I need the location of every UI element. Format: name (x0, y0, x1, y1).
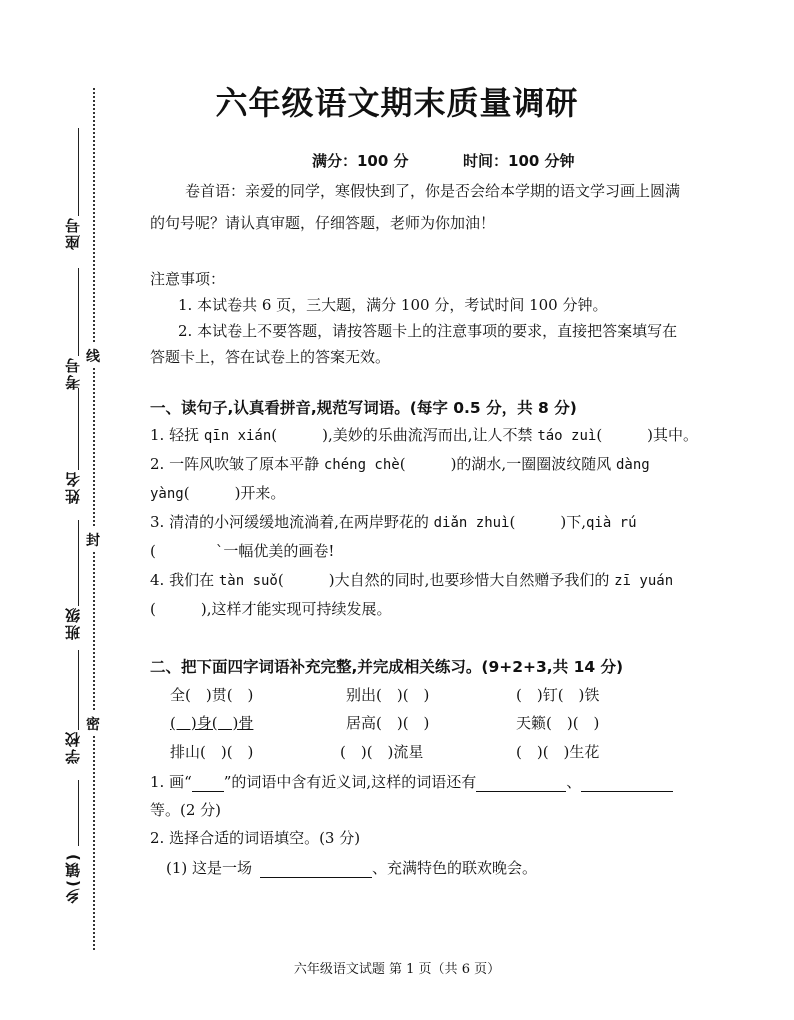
seat-label: 座号 (64, 216, 82, 250)
seat-blank[interactable] (78, 128, 79, 216)
notice-heading: 注意事项： (150, 270, 226, 288)
s1-q2-text-a: 2. 一阵风吹皱了原本平静 (150, 455, 324, 473)
exam-no-label: 考号 (64, 356, 82, 390)
idiom-r2-c3: 天籁( )( ) (516, 714, 600, 732)
seal-seal-char: 封 (86, 528, 100, 552)
s1-question-3-cont: ( `一幅优美的画卷! (150, 542, 335, 560)
s1-question-1 (150, 424, 698, 445)
idiom-r1-c1: 全( )贯( ) (170, 686, 254, 704)
s2-q1-text-b: ”的词语中含有近义词,这样的词语还有 (223, 773, 477, 791)
s1-q2-pinyin-3: yàng (150, 486, 184, 502)
s1-question-3 (150, 511, 637, 532)
seal-line-char: 线 (86, 344, 100, 368)
s1-question-2 (150, 453, 650, 474)
s1-q3-pinyin-2: qià rú (585, 515, 637, 531)
s1-question-4-cont: ( ),这样才能实现可持续发展。 (150, 600, 392, 618)
seal-secret-char: 密 (86, 712, 100, 736)
s1-q3-text-a: 3. 清清的小河缓缓地流淌着,在两岸野花的 (150, 513, 434, 531)
school-label: 学校 (64, 730, 82, 764)
s2-q2-1-text-b: 、充满特色的联欢晚会。 (372, 859, 538, 877)
s1-q2-text-c: ( )开来。 (183, 484, 286, 502)
s1-q4-text-a: 4. 我们在 (150, 571, 219, 589)
s1-q4-text-b: ( )大自然的同时,也要珍惜大自然赠予我们的 (277, 571, 615, 589)
idiom-r2-c2: 居高( )( ) (346, 714, 430, 732)
answer-blank-3[interactable] (260, 863, 372, 878)
intro-line-1: 卷首语：亲爱的同学，寒假快到了，你是否会给本学期的语文学习画上圆满 (185, 182, 681, 200)
idiom-r2-c1-underlined: ( )身( )骨 (170, 714, 254, 732)
exam-no-blank[interactable] (78, 268, 79, 356)
section-1-heading: 一、读句子,认真看拼音,规范写词语。(每字 0.5 分，共 8 分) (150, 399, 577, 417)
full-score: 满分：100 分 (312, 152, 409, 170)
underline-sample (192, 777, 224, 792)
s1-q3-text-b: ( )下, (509, 513, 586, 531)
s1-q1-pinyin-1: qīn xián (203, 428, 272, 444)
idiom-r3-c3: ( )( )生花 (516, 743, 600, 761)
idiom-r3-c1: 排山( )( ) (170, 743, 254, 761)
s1-q2-pinyin-2: dàng (615, 457, 650, 473)
s1-q1-text-c: ( )其中。 (596, 426, 699, 444)
score-time-line (312, 150, 575, 171)
s2-question-2-1 (166, 857, 537, 878)
answer-blank-2[interactable] (581, 777, 673, 792)
class-blank[interactable] (78, 520, 79, 606)
answer-blank-1[interactable] (476, 777, 566, 792)
s2-question-1-end: 等。(2 分) (150, 801, 222, 819)
s1-q2-pinyin-1: chéng chè (323, 457, 400, 473)
page-footer: 六年级语文试题 第 1 页（共 6 页） (293, 962, 501, 977)
s2-q1-sep: 、 (566, 773, 582, 791)
s1-q2-text-b: ( )的湖水,一圈圈波纹随风 (399, 455, 616, 473)
exam-title: 六年级语文期末质量调研 (215, 84, 579, 122)
s2-question-1 (150, 771, 673, 792)
idiom-r1-c2: 别出( )( ) (346, 686, 430, 704)
notice-item-1: 1. 本试卷共 6 页，三大题，满分 100 分，考试时间 100 分钟。 (178, 296, 608, 314)
s1-q1-pinyin-2: táo zuì (537, 428, 597, 444)
exam-time: 时间：100 分钟 (463, 152, 575, 170)
notice-item-2b: 答题卡上，答在试卷上的答案无效。 (150, 348, 391, 366)
binding-dotted-line (93, 88, 95, 950)
s1-q1-text-b: ( ),美妙的乐曲流泻而出,让人不禁 (271, 426, 538, 444)
notice-item-2a: 2. 本试卷上不要答题，请按答题卡上的注意事项的要求，直接把答案填写在 (178, 322, 678, 340)
s1-question-4 (150, 569, 673, 590)
intro-line-2: 的句号呢？请认真审题，仔细答题，老师为你加油！ (150, 214, 496, 232)
idiom-r3-c2: ( )( )流星 (340, 743, 424, 761)
class-label: 班级 (64, 606, 82, 640)
s2-q2-1-text-a: (1) 这是一场 (166, 859, 253, 877)
s1-q1-text-a: 1. 轻抚 (150, 426, 204, 444)
s1-question-2-cont (150, 482, 285, 503)
s1-q4-pinyin-2: zī yuán (614, 573, 674, 589)
s2-question-2: 2. 选择合适的词语填空。(3 分) (150, 829, 361, 847)
town-blank[interactable] (78, 780, 79, 846)
s1-q4-pinyin-1: tàn suǒ (218, 573, 278, 589)
s2-q1-text-a: 1. 画“ (150, 773, 192, 791)
idiom-r1-c3: ( )钉( )铁 (516, 686, 600, 704)
name-blank[interactable] (78, 388, 79, 470)
section-2-heading: 二、把下面四字词语补充完整,并完成相关练习。(9+2+3,共 14 分) (150, 658, 624, 676)
school-blank[interactable] (78, 650, 79, 730)
s1-q3-pinyin-1: diǎn zhuì (433, 515, 510, 531)
town-label: 乡(镇) (64, 852, 82, 904)
name-label: 姓名 (64, 470, 82, 504)
